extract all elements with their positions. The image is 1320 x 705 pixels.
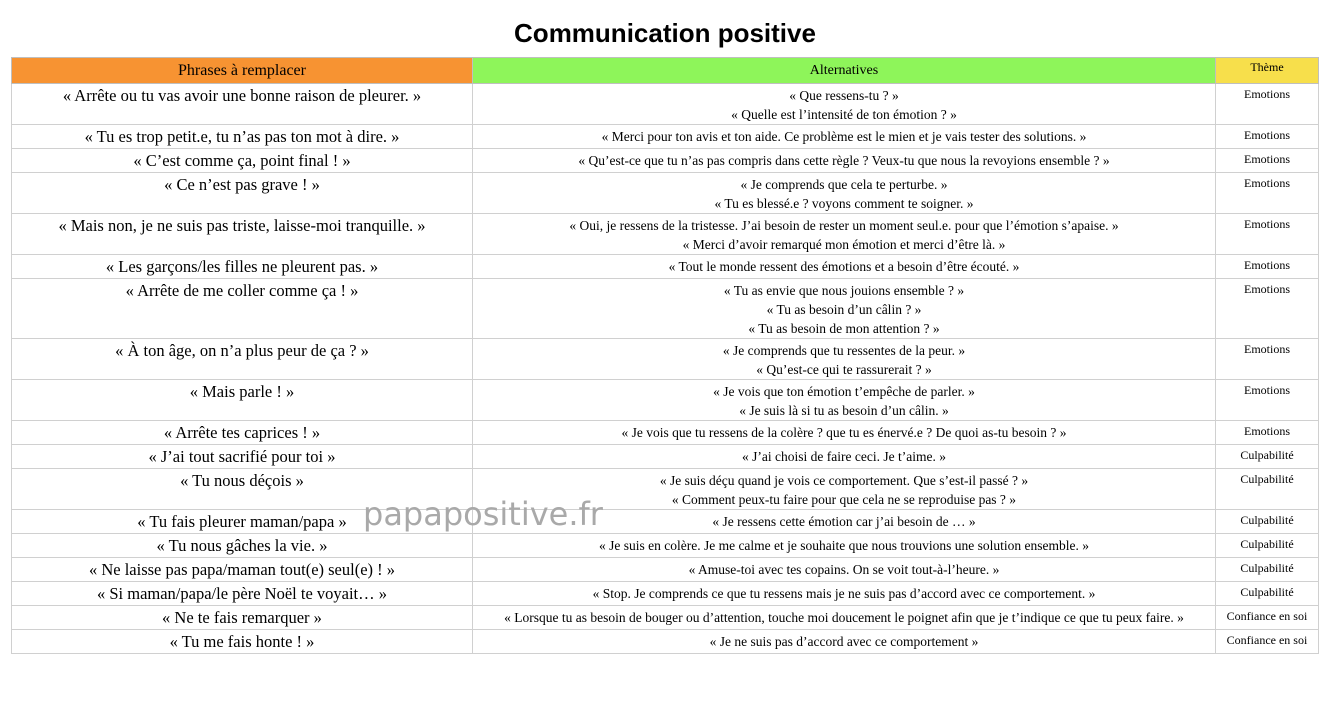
table-row	[12, 279, 1319, 339]
alternative-line: « Je ne suis pas d’accord avec ce comportement »	[709, 634, 979, 649]
alternative-line: « Tu as besoin de mon attention ? »	[748, 321, 940, 336]
phrase-cell: « À ton âge, on n’a plus peur de ça ? »	[12, 339, 473, 380]
theme-cell: Confiance en soi	[1216, 630, 1319, 654]
alternative-line: « Je vois que ton émotion t’empêche de parler. »	[713, 384, 975, 399]
theme-cell: Emotions	[1216, 125, 1319, 149]
theme-cell: Emotions	[1216, 421, 1319, 445]
phrase-cell: « C’est comme ça, point final ! »	[12, 149, 473, 173]
alternative-line: « Tu es blessé.e ? voyons comment te soigner. »	[714, 196, 974, 211]
table-row	[12, 558, 1319, 582]
theme-cell: Emotions	[1216, 279, 1319, 339]
alternative-line: « Je comprends que cela te perturbe. »	[740, 177, 948, 192]
alternative-line: « Stop. Je comprends ce que tu ressens mais je ne suis pas d’accord avec ce comportement. »	[592, 586, 1096, 601]
alternative-line: « Je suis en colère. Je me calme et je souhaite que nous trouvions une solution ensemble. »	[598, 538, 1089, 553]
theme-cell: Emotions	[1216, 214, 1319, 255]
table-row	[12, 255, 1319, 279]
theme-cell: Culpabilité	[1216, 469, 1319, 510]
phrase-cell: « Mais parle ! »	[12, 380, 473, 421]
phrase-cell: « Ce n’est pas grave ! »	[12, 173, 473, 214]
phrase-cell: « Arrête ou tu vas avoir une bonne raison de pleurer. »	[12, 84, 473, 125]
alternative-line: « Tout le monde ressent des émotions et a besoin d’être écouté. »	[668, 259, 1020, 274]
alternative-line: « Qu’est-ce qui te rassurerait ? »	[756, 362, 932, 377]
alternatives-cell	[473, 214, 1216, 255]
theme-cell: Emotions	[1216, 173, 1319, 214]
phrase-cell: « Tu es trop petit.e, tu n’as pas ton mot à dire. »	[12, 125, 473, 149]
alternatives-cell	[473, 279, 1216, 339]
phrase-cell: « Tu fais pleurer maman/papa »	[12, 510, 473, 534]
alternative-line: « Je comprends que tu ressentes de la peur. »	[722, 343, 966, 358]
phrases-table	[11, 57, 1319, 654]
theme-cell: Culpabilité	[1216, 534, 1319, 558]
theme-cell: Confiance en soi	[1216, 606, 1319, 630]
theme-cell: Emotions	[1216, 339, 1319, 380]
phrase-cell: « Tu me fais honte ! »	[12, 630, 473, 654]
alternatives-cell	[473, 606, 1216, 630]
alternatives-cell	[473, 421, 1216, 445]
theme-cell: Emotions	[1216, 380, 1319, 421]
phrase-cell: « Tu nous gâches la vie. »	[12, 534, 473, 558]
watermark: papapositive.fr	[363, 495, 603, 533]
alternatives-cell	[473, 173, 1216, 214]
theme-cell: Culpabilité	[1216, 558, 1319, 582]
alternative-line: « Je ressens cette émotion car j’ai besoin de … »	[712, 514, 976, 529]
alternative-line: « Tu as envie que nous jouions ensemble ? »	[723, 283, 965, 298]
table-row	[12, 421, 1319, 445]
theme-cell: Culpabilité	[1216, 510, 1319, 534]
alternatives-cell	[473, 149, 1216, 173]
alternatives-cell	[473, 582, 1216, 606]
alternative-line: « Amuse-toi avec tes copains. On se voit tout-à-l’heure. »	[688, 562, 1000, 577]
alternatives-cell	[473, 380, 1216, 421]
alternatives-cell	[473, 558, 1216, 582]
alternative-line: « Qu’est-ce que tu n’as pas compris dans cette règle ? Veux-tu que nous la revoyions ensemble ? »	[578, 153, 1110, 168]
header-theme: Thème	[1216, 58, 1319, 84]
alternative-line: « Merci pour ton avis et ton aide. Ce problème est le mien et je vais tester des solutions. »	[601, 129, 1087, 144]
table-row	[12, 214, 1319, 255]
table-row	[12, 534, 1319, 558]
table-row	[12, 339, 1319, 380]
phrase-cell: « Tu nous déçois »	[12, 469, 473, 510]
alternative-line: « Merci d’avoir remarqué mon émotion et merci d’être là. »	[682, 237, 1006, 252]
table-header-row	[12, 58, 1319, 84]
phrase-cell: « Ne te fais remarquer »	[12, 606, 473, 630]
alternatives-cell	[473, 630, 1216, 654]
alternative-line: « Je suis là si tu as besoin d’un câlin. »	[739, 403, 949, 418]
theme-cell: Emotions	[1216, 255, 1319, 279]
alternatives-cell	[473, 255, 1216, 279]
table-row	[12, 582, 1319, 606]
theme-cell: Culpabilité	[1216, 582, 1319, 606]
alternative-line: « Je suis déçu quand je vois ce comportement. Que s’est-il passé ? »	[659, 473, 1029, 488]
phrase-cell: « Si maman/papa/le père Noël te voyait… »	[12, 582, 473, 606]
table-body	[12, 84, 1319, 654]
alternative-line: « Oui, je ressens de la tristesse. J’ai besoin de rester un moment seul.e. pour que l’émotion s’apaise. »	[569, 218, 1119, 233]
phrase-cell: « Les garçons/les filles ne pleurent pas. »	[12, 255, 473, 279]
table-row	[12, 630, 1319, 654]
table-row	[12, 445, 1319, 469]
phrase-cell: « Mais non, je ne suis pas triste, laisse-moi tranquille. »	[12, 214, 473, 255]
theme-cell: Emotions	[1216, 149, 1319, 173]
alternative-line: « Lorsque tu as besoin de bouger ou d’attention, touche moi doucement le poignet afin que je t’indique ce que tu peux faire. »	[504, 610, 1184, 625]
table-row	[12, 125, 1319, 149]
table-row	[12, 149, 1319, 173]
phrase-cell: « Arrête de me coller comme ça ! »	[12, 279, 473, 339]
header-alternatives: Alternatives	[473, 58, 1216, 84]
table-row	[12, 173, 1319, 214]
alternatives-cell	[473, 125, 1216, 149]
phrase-cell: « Arrête tes caprices ! »	[12, 421, 473, 445]
alternatives-cell	[473, 445, 1216, 469]
table-row	[12, 84, 1319, 125]
alternative-line: « Je vois que tu ressens de la colère ? que tu es énervé.e ? De quoi as-tu besoin ? »	[621, 425, 1067, 440]
alternatives-cell	[473, 339, 1216, 380]
table-row	[12, 606, 1319, 630]
alternative-line: « J’ai choisi de faire ceci. Je t’aime. »	[742, 449, 946, 464]
alternatives-cell	[473, 534, 1216, 558]
alternative-line: « Que ressens-tu ? »	[789, 88, 899, 103]
theme-cell: Culpabilité	[1216, 445, 1319, 469]
phrase-cell: « Ne laisse pas papa/maman tout(e) seul(e) ! »	[12, 558, 473, 582]
alternatives-cell	[473, 84, 1216, 125]
table-row	[12, 380, 1319, 421]
theme-cell: Emotions	[1216, 84, 1319, 125]
alternative-line: « Comment peux-tu faire pour que cela ne se reproduise pas ? »	[671, 492, 1017, 507]
phrase-cell: « J’ai tout sacrifié pour toi »	[12, 445, 473, 469]
header-phrases: Phrases à remplacer	[12, 58, 473, 84]
alternative-line: « Quelle est l’intensité de ton émotion ? »	[731, 107, 957, 122]
table-row	[12, 469, 1319, 510]
alternative-line: « Tu as besoin d’un câlin ? »	[766, 302, 922, 317]
page-title: Communication positive	[514, 18, 816, 48]
table-row	[12, 510, 1319, 534]
